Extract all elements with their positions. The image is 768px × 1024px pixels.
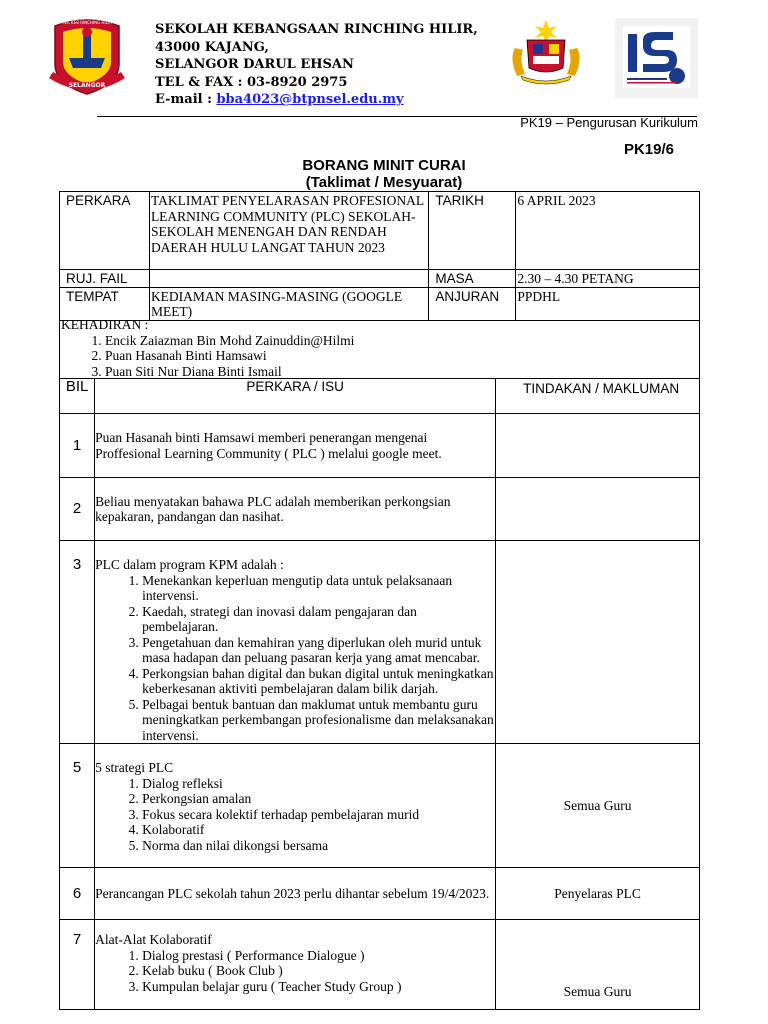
school-email-line	[155, 91, 478, 109]
national-crest-logo	[505, 18, 587, 86]
tempat-value: KEDIAMAN MASING-MASING (GOOGLE MEET)	[149, 287, 428, 320]
rujfail-label: RUJ. FAIL	[60, 270, 150, 288]
attendance-item: 3. Puan Siti Nur Diana Binti Ismail	[105, 364, 699, 380]
sub-item: 1. Menekankan keperluan mengutip data untuk pelaksanaan intervensi.	[142, 573, 495, 604]
row-tindakan	[496, 414, 700, 478]
form-code-label: PK19 – Pengurusan Kurikulum	[520, 115, 698, 130]
masa-value: 2.30 – 4.30 PETANG	[516, 270, 700, 288]
sub-item: 5. Norma dan nilai dikongsi bersama	[142, 838, 495, 854]
sub-item: 4. Kolaboratif	[142, 822, 495, 838]
sub-item: 2. Perkongsian amalan	[142, 791, 495, 807]
row-bil: 7	[60, 920, 95, 1010]
row-text: Alat-Alat Kolaboratif	[95, 932, 212, 947]
school-name: SEKOLAH KEBANGSAAN RINCHING HILIR,	[155, 22, 478, 37]
table-row	[60, 920, 700, 1010]
attendance-list	[60, 333, 699, 380]
form-subtitle: (Taklimat / Mesyuarat)	[305, 174, 463, 191]
school-address-block	[155, 21, 478, 109]
row-text: 5 strategi PLC	[95, 760, 174, 775]
school-postcode: 43000 KAJANG,	[155, 39, 269, 55]
email-link[interactable]: bba4023@btpnsel.edu.my	[216, 92, 404, 108]
meeting-info-table	[59, 191, 700, 321]
attendance-item: 1. Encik Zaiazman Bin Mohd Zainuddin@Hilmi	[105, 333, 699, 349]
table-row	[60, 744, 700, 868]
attendance-section	[59, 317, 700, 378]
anjuran-label: ANJURAN	[429, 287, 516, 320]
tarikh-label: TARIKH	[429, 192, 516, 270]
email-label: E-mail :	[155, 92, 217, 108]
header-bil: BIL	[60, 379, 95, 414]
anjuran-value: PPDHL	[516, 287, 700, 320]
row-text: Perancangan PLC sekolah tahun 2023 perlu dihantar sebelum 19/4/2023.	[95, 868, 496, 920]
row-bil: 1	[60, 414, 95, 478]
sub-list	[95, 948, 495, 995]
table-header-row	[60, 379, 700, 414]
sub-item: 1. Dialog refleksi	[142, 776, 495, 792]
school-state: SELANGOR DARUL EHSAN	[155, 57, 354, 73]
rujfail-value	[149, 270, 428, 288]
header-tindakan: TINDAKAN / MAKLUMAN	[496, 379, 700, 414]
tarikh-value: 6 APRIL 2023	[516, 192, 700, 270]
header-perkara: PERKARA / ISU	[95, 379, 496, 414]
attendance-title: KEHADIRAN :	[61, 317, 149, 332]
tempat-label: TEMPAT	[60, 287, 150, 320]
minutes-table	[59, 378, 700, 1010]
row-tindakan: Semua Guru	[496, 744, 700, 868]
sub-list	[95, 776, 495, 854]
sub-item: 1. Dialog prestasi ( Performance Dialogue )	[142, 948, 495, 964]
row-tindakan: Penyelaras PLC	[496, 868, 700, 920]
row-bil: 2	[60, 478, 95, 541]
form-title: BORANG MINIT CURAI	[302, 157, 466, 174]
masa-label: MASA	[429, 270, 516, 288]
ppdhl-logo	[615, 18, 698, 98]
sub-list	[95, 573, 495, 744]
row-tindakan: Semua Guru	[496, 920, 700, 1010]
row-text: PLC dalam program KPM adalah :	[95, 557, 284, 572]
school-tel-fax: TEL & FAX : 03-8920 2975	[155, 74, 348, 90]
logo-ribbon-text: SELANGOR	[68, 82, 106, 89]
sub-item: 2. Kelab buku ( Book Club )	[142, 963, 495, 979]
perkara-value: TAKLIMAT PENYELARASAN PROFESIONAL LEARNING COMMUNITY (PLC) SEKOLAH-SEKOLAH MENENGAH DAN RENDAH DAERAH HULU LANGAT TAHUN 2023	[149, 192, 428, 270]
school-logo	[47, 12, 127, 96]
sub-item: 4. Perkongsian bahan digital dan bukan digital untuk meningkatkan keberkesanan aktiviti pembelajaran dalam bilik darjah.	[142, 666, 495, 697]
form-number: PK19/6	[623, 141, 674, 158]
row-bil: 6	[60, 868, 95, 920]
sub-item: 5. Pelbagai bentuk bantuan dan maklumat untuk membantu guru meningkatkan perkembangan profesionalisme dan melaksanakan intervensi.	[142, 697, 495, 744]
logo-top-text: SEK KEB RINCHING HILIR	[62, 20, 112, 25]
table-row	[60, 868, 700, 920]
attendance-item: 2. Puan Hasanah Binti Hamsawi	[105, 348, 699, 364]
row-content	[95, 541, 496, 744]
row-text: Beliau menyatakan bahawa PLC adalah memberikan perkongsian kepakaran, pandangan dan nasihat.	[95, 478, 496, 541]
sub-item: 3. Fokus secara kolektif terhadap pembelajaran murid	[142, 807, 495, 823]
row-tindakan	[496, 541, 700, 744]
row-bil: 5	[60, 744, 95, 868]
table-row	[60, 414, 700, 478]
table-row	[60, 541, 700, 744]
row-content	[95, 920, 496, 1010]
row-text: Puan Hasanah binti Hamsawi memberi penerangan mengenai Proffesional Learning Community ( PLC ) melalui google meet.	[95, 414, 496, 478]
perkara-label: PERKARA	[60, 192, 150, 270]
sub-item: 3. Kumpulan belajar guru ( Teacher Study Group )	[142, 979, 495, 995]
row-tindakan	[496, 478, 700, 541]
row-content	[95, 744, 496, 868]
sub-item: 3. Pengetahuan dan kemahiran yang diperlukan oleh murid untuk masa hadapan dan peluang pasaran kerja yang amat mencabar.	[142, 635, 495, 666]
row-bil: 3	[60, 541, 95, 744]
sub-item: 2. Kaedah, strategi dan inovasi dalam pengajaran dan pembelajaran.	[142, 604, 495, 635]
table-row	[60, 478, 700, 541]
